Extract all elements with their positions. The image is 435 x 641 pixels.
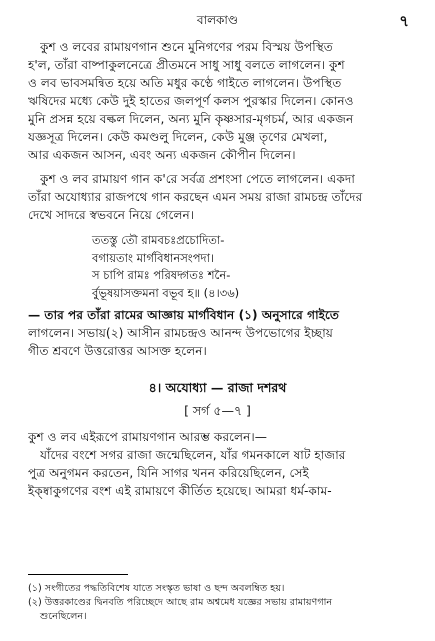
text-line: কুশ ও লবের রামায়ণগান শুনে মুনিগণের পরম বিস্ময় উপস্থিত xyxy=(40,40,333,54)
footnote-1: (১) সংগীতের পদ্ধতিবিশেষ যাতে সংস্কৃত ভাষা ও ছন্দ অবলম্বিত হয়। xyxy=(28,583,285,594)
section-heading: ৪। অযোধ্যা — রাজা দশরথ xyxy=(148,380,287,395)
text-line: কুশ ও লব রামায়ণ গান ক'রে সর্বত্র প্রশংসা পেতে লাগলেন। একদা xyxy=(40,172,355,186)
text-line: দেখে সাদরে স্বভবনে নিয়ে গেলেন। xyxy=(28,208,195,222)
text-line: যজ্ঞসূত্র দিলেন। কেউ কমণ্ডলু দিলেন, কেউ মুঞ্জ তৃণের মেখলা, xyxy=(28,130,328,144)
text-line: কুশ ও লব এইরূপে রামায়ণগান আরম্ভ করলেন।— xyxy=(28,430,267,444)
text-line: আর একজন আসন, এবং অন্য একজন কৌপীন দিলেন। xyxy=(28,148,296,162)
footnote-rule xyxy=(28,574,128,575)
text-line: মুনি প্রসন্ন হয়ে বল্কল দিলেন, অন্য মুনি কৃষ্ণসার-মৃগচর্ম, আর একজন xyxy=(28,112,354,126)
text-line: যাঁদের বংশে সগর রাজা জন্মেছিলেন, যাঁর গমনকালে ষাট হাজার xyxy=(40,448,346,462)
text-line: তাঁরা অযোধ্যার রাজপথে গান করছেন এমন সময় রাজা রামচন্দ্র তাঁদের xyxy=(28,190,363,204)
text-line: হ'ল, তাঁরা বাষ্পাকুলনেত্রে প্রীতমনে সাধু সাধু বলতে লাগলেন। কুশ xyxy=(28,58,345,72)
text-line: লাগলেন। সভায়(২) আসীন রামচন্দ্রও আনন্দ উপভোগের ইচ্ছায় xyxy=(28,326,333,340)
running-head xyxy=(0,10,435,30)
verse-line: স চাপি রামঃ পরিষদ্গতঃ শনৈ- xyxy=(92,268,231,282)
page-number: ৭ xyxy=(399,12,409,30)
text-line: গীত শ্রবণে উত্তরোত্তর আসক্ত হলেন। xyxy=(28,344,207,358)
text-line: ঋষিদের মধ্যে কেউ দুই হাতের জলপূর্ণ কলস পুরস্কার দিলেন। কোনও xyxy=(28,94,354,108)
text-line: ইক্ষ্বাকুগণের বংশ এই রামায়ণে কীর্তিত হয়েছে। আমরা ধর্ম-কাম- xyxy=(28,484,332,498)
footnote-2: (২) উত্তরকাণ্ডের দ্বিনবতি পরিচ্ছেদে আছে রাম অশ্বমেধ যজ্ঞের সভায় রামায়ণগান xyxy=(28,597,333,608)
text-line: ও লব ভাবসমন্বিত হয়ে অতি মধুর কণ্ঠে গাইতে লাগলেন। উপস্থিত xyxy=(28,76,342,90)
text-line: — তার পর তাঁরা রামের আজ্ঞায় মার্গবিধান (১) অনুসারে গাইতে xyxy=(28,308,340,322)
verse-line: ততস্তু তৌ রামবচঃপ্রচোদিতা- xyxy=(92,233,225,247)
sanskrit-verse xyxy=(92,232,402,302)
verse-line: র্বুভূষয়াসক্তমনা বভূব হ॥ (৪।৩৬) xyxy=(92,285,240,300)
footnote-2-cont: শুনেছিলেন। xyxy=(40,611,87,622)
chapter-title: বালকাণ্ড xyxy=(196,13,239,27)
sarga-range: [ সর্গ ৫—৭ ] xyxy=(184,403,251,418)
verse-line: বগায়তাং মার্গবিধানসংপদা। xyxy=(92,250,215,265)
text-line: পুত্র অনুগমন করতেন, যিনি সাগর খনন করিয়েছিলেন, সেই xyxy=(28,466,309,480)
